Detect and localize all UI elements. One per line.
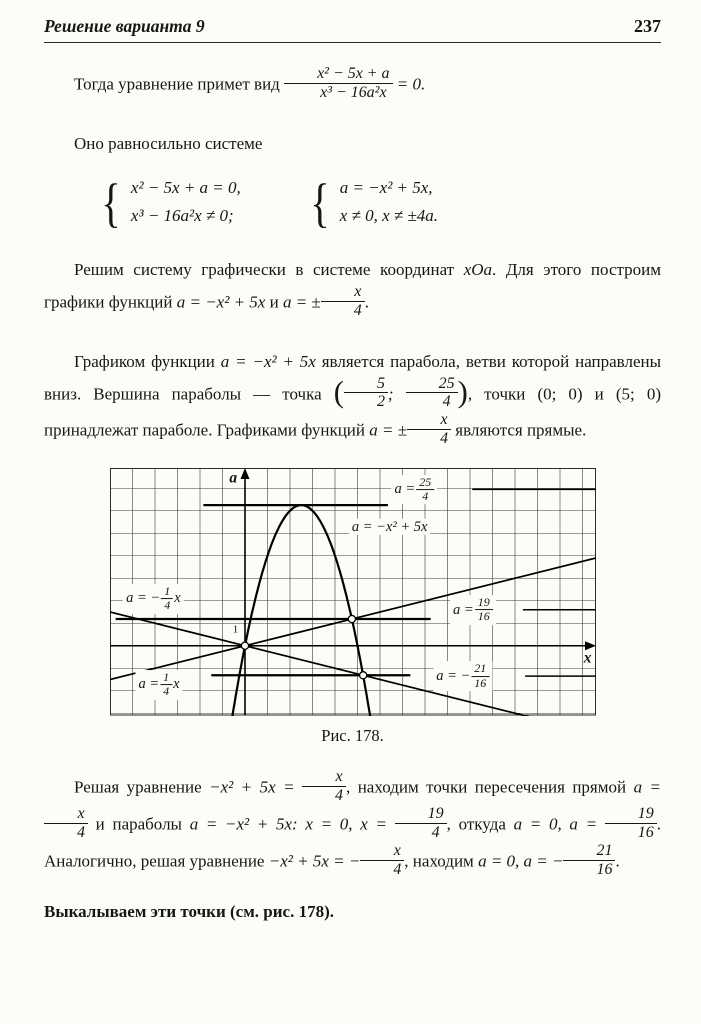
denominator: 16 xyxy=(596,860,613,878)
system-row: a = −x² + 5x, xyxy=(339,178,433,198)
denominator: 4 xyxy=(440,430,449,448)
numerator: 25 xyxy=(406,375,458,394)
system-original xyxy=(98,172,241,233)
fraction xyxy=(416,476,434,504)
math-run: a = −x² + 5x xyxy=(220,351,316,371)
text-run: . Для этого построим графики функций xyxy=(44,259,661,312)
math-run: a = −x² + 5x xyxy=(176,292,266,312)
numerator: 1 xyxy=(161,585,173,599)
paragraph-graphical-method xyxy=(44,254,661,322)
plot-area xyxy=(110,468,596,716)
numerator: x² − 5x + a xyxy=(284,65,392,84)
open-paren: ( xyxy=(333,375,344,410)
text-run: Решая уравнение xyxy=(74,777,210,797)
fraction xyxy=(406,375,458,412)
numerator: 5 xyxy=(344,375,388,394)
label-text: a = −x² + 5x xyxy=(351,518,428,535)
denominator: 4 xyxy=(353,301,362,319)
denominator: 4 xyxy=(335,787,343,805)
label-text: a = xyxy=(453,601,474,618)
text-run: Оно равносильно системе xyxy=(74,133,263,153)
page-number: 237 xyxy=(634,16,661,36)
numerator: 21 xyxy=(471,662,489,676)
numerator: 1 xyxy=(160,671,172,685)
label-text: a xyxy=(229,469,238,487)
label-text: x xyxy=(173,676,180,693)
fraction xyxy=(407,411,451,448)
text-run: Решим систему графически в системе координат xyxy=(74,259,464,279)
denominator: 4 xyxy=(163,684,170,699)
text-run: Тогда уравнение примет вид xyxy=(74,74,285,94)
text-run: является парабола, ветви которой направлены вниз. Вершина параболы — точка xyxy=(44,351,662,403)
paragraph-parabola-description xyxy=(44,346,661,451)
text-run: . xyxy=(364,292,369,312)
denominator: 4 xyxy=(422,489,429,503)
paragraph-conclusion: Выкалываем эти точки (см. рис. 178). xyxy=(44,902,335,922)
paragraph-equation-intro xyxy=(44,67,661,104)
axis-label-a xyxy=(229,471,237,487)
label-line-positive xyxy=(135,670,182,700)
math-run: a = ± xyxy=(369,420,408,440)
text-run: и xyxy=(582,383,616,403)
text-run: Графиком функции xyxy=(74,351,221,371)
denominator: 4 xyxy=(431,823,440,841)
math-run: −x² + 5x = xyxy=(209,777,303,797)
text-run: , находим xyxy=(404,850,479,870)
fraction xyxy=(44,805,88,842)
denominator: 4 xyxy=(442,393,451,411)
math-run: a = 0, a = xyxy=(513,814,605,834)
system-row: x³ − 16a²x ≠ 0; xyxy=(130,206,234,226)
figure-caption: Рис. 178. xyxy=(321,726,384,746)
system-row: x² − 5x + a = 0, xyxy=(130,178,241,198)
system-rows xyxy=(131,177,241,228)
text-run: . Аналогично, решая уравнение xyxy=(44,814,661,870)
label-text: x xyxy=(174,590,181,607)
label-a-19-16 xyxy=(450,595,496,625)
math-run: a = 0, a = − xyxy=(478,850,564,870)
text-run: . xyxy=(615,850,620,870)
fraction xyxy=(284,65,392,102)
denominator: 4 xyxy=(77,823,85,841)
fraction xyxy=(475,596,493,624)
equation-systems xyxy=(98,172,661,233)
denominator: 4 xyxy=(393,860,402,878)
label-parabola xyxy=(349,518,431,535)
label-text: a = xyxy=(138,676,160,693)
fraction xyxy=(360,842,404,879)
math-run: xOa xyxy=(463,259,493,279)
math-run: ; xyxy=(387,383,406,403)
math-run: a = −x² + 5x: x = 0, x = xyxy=(189,814,395,834)
numerator: 19 xyxy=(475,596,493,610)
denominator: 2 xyxy=(376,393,385,411)
text-run: и xyxy=(265,292,283,312)
tick-label-1 xyxy=(233,624,239,635)
numerator: 21 xyxy=(563,842,615,861)
fraction xyxy=(344,375,388,412)
numerator: x xyxy=(321,283,365,302)
text-run: , откуда xyxy=(446,814,514,834)
running-title: Решение варианта 9 xyxy=(44,16,205,36)
fraction xyxy=(302,768,346,805)
fraction xyxy=(161,585,173,613)
denominator: 4 xyxy=(164,598,171,613)
paragraph-system-intro xyxy=(44,128,661,159)
numerator: x xyxy=(360,842,404,861)
page-header xyxy=(44,16,661,43)
label-text: a = − xyxy=(436,668,471,684)
close-paren: ) xyxy=(457,375,468,410)
label-text: a = − xyxy=(126,590,161,607)
label-a-minus-21-16 xyxy=(433,661,492,691)
math-run: −x² + 5x = − xyxy=(268,850,361,870)
numerator: 25 xyxy=(416,476,434,490)
system-rows xyxy=(340,177,438,228)
text-run: , точки xyxy=(467,383,538,403)
text-run: принадлежат параболе. Графиками функций xyxy=(44,420,370,440)
fraction xyxy=(160,671,172,699)
denominator: x³ − 16a²x xyxy=(320,83,387,101)
text-run: являются прямые. xyxy=(451,420,587,440)
label-vertex-line xyxy=(392,475,438,505)
fraction xyxy=(471,662,489,690)
system-equivalent xyxy=(307,172,439,233)
denominator: 16 xyxy=(474,675,487,690)
math-run: = 0. xyxy=(392,74,426,94)
denominator: 16 xyxy=(477,609,490,624)
math-run: (5; 0) xyxy=(615,383,662,403)
numerator: x xyxy=(302,768,346,787)
label-text: x xyxy=(583,649,592,667)
numerator: x xyxy=(44,805,88,824)
brace-icon: { xyxy=(101,172,121,233)
figure-178 xyxy=(44,468,661,746)
fraction xyxy=(605,805,657,842)
math-run: (0; 0) xyxy=(537,383,583,403)
fraction xyxy=(321,283,365,320)
text-run: , находим точки пересечения прямой xyxy=(346,777,634,797)
brace-icon: { xyxy=(310,172,330,233)
fraction xyxy=(395,805,447,842)
paragraph-solution xyxy=(44,770,661,880)
label-line-negative xyxy=(123,584,184,614)
numerator: x xyxy=(407,411,451,430)
label-text: a = xyxy=(394,481,416,498)
denominator: 16 xyxy=(637,823,654,841)
numerator: 19 xyxy=(395,805,447,824)
axis-label-x xyxy=(584,651,592,667)
math-run: a = xyxy=(633,777,661,797)
label-text: 1 xyxy=(232,623,239,636)
text-run: и параболы xyxy=(87,814,190,834)
fraction xyxy=(563,842,615,879)
system-row: x ≠ 0, x ≠ ±4a. xyxy=(339,206,439,226)
math-run: a = ± xyxy=(282,292,321,312)
numerator: 19 xyxy=(605,805,657,824)
